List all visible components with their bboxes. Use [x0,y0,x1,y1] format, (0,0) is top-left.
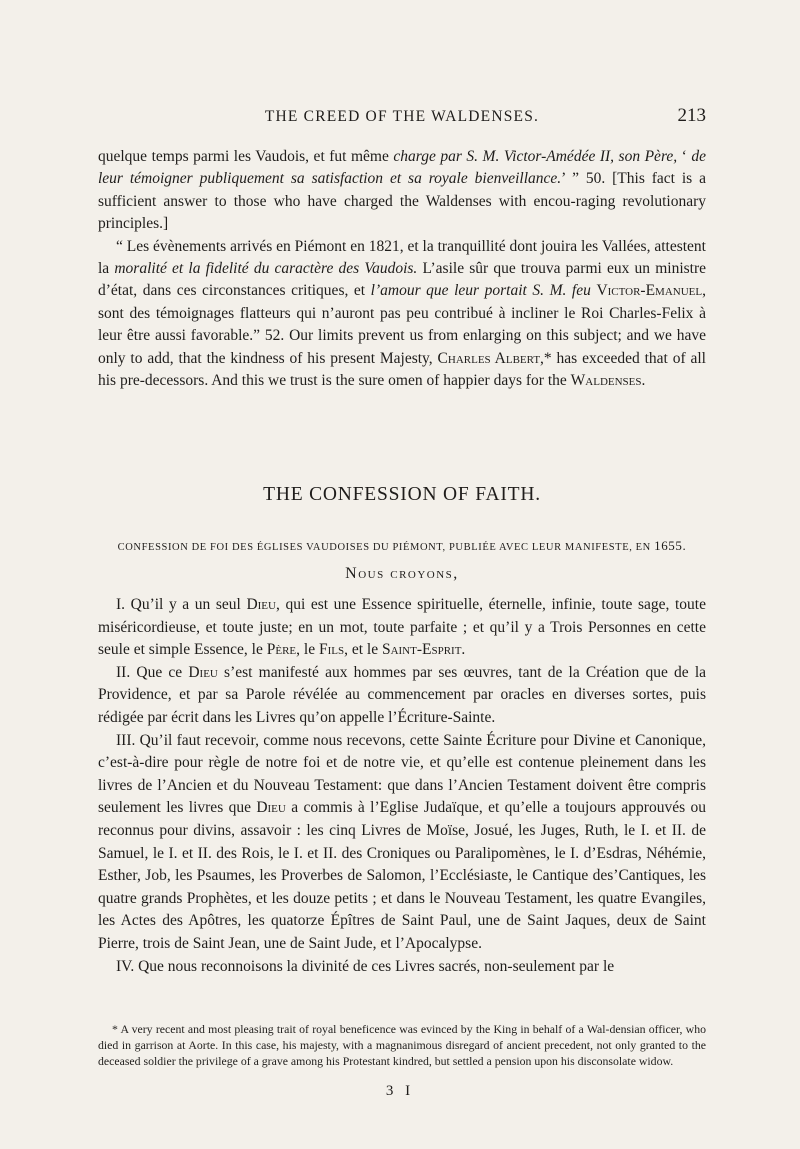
section-subheading [98,538,706,554]
text-run: qui est une Essence spirituelle, éternelle, infinie, toute sage, toute miséricordieuse, et toute juste; en un mot, toute parfaite ; et qu’il y a Trois Personnes en cette seule et simple Essence, le [98,596,706,659]
running-head [98,105,706,134]
paragraph-vaudois-history [98,146,706,236]
text-run: ‘ [677,148,692,165]
small-caps-run: Dieu [256,799,286,817]
footnote-text: * A very recent and most pleasing trait of royal beneficence was evinced by the King in behalf of a Wal-densian officer, who died in garrison at Aorte. In this case, his majesty, with a magnanimous disregard of ancient precedent, not only granted to the deceased soldier the privilege of a grave among his Protestant kindred, but settled a pension upon his disconsolate widow. [98,1022,706,1068]
small-caps-run: Fils, [318,641,348,659]
footnote [98,1021,706,1069]
text-run: sont des témoignages flatteurs qui n’auront pas peu contribué à incliner le Roi Charles-Felix à leur être aussi favorable.” 52. Our limits prevent us from enlarging on this subject; and we have only to add, that the kindness of his present Majesty, [98,304,706,367]
article-2 [98,662,706,730]
small-caps-run: Victor-Emanuel, [596,282,706,300]
subheading-year: 1655. [654,538,687,553]
small-caps-run: Saint-Esprit. [381,641,466,659]
text-run: III. Qu’il faut recevoir, comme nous recevons, cette Sainte Écriture pour Divine et Canonique, c’est-à-dire pour règle de notre foi et de notre vie, et qu’elle est contenue pleinement dans les livres de l’Ancien et du Nouveau Testament: que dans l’Ancien Testament doivent être compris seulement les livres que [98,731,706,817]
text-run: * has exceeded that of all his pre-decessors. And this we trust is the sure omen of happier days for the [98,349,706,390]
text-run: IV. Que nous reconnoisons la divinité de ces Livres sacrés, non-seulement par le [116,957,615,975]
signature-mark: 3 I [385,1083,415,1099]
nous-croyons: Nous croyons, [345,565,459,582]
article-4 [98,956,706,979]
text-run: L’asile sûr que trouva parmi eux un ministre d’état, dans ces circonstances critiques, et [98,260,707,300]
text-run: le [300,641,319,659]
italic-run: l’amour que leur portait S. M. feu [370,282,591,300]
small-caps-run: Dieu [188,663,218,681]
article-3 [98,730,706,956]
confession-articles [98,594,706,978]
small-caps-run: Dieu, [246,596,280,613]
body-text [98,146,706,392]
text-run: II. Que ce [116,663,189,681]
article-1 [98,594,706,662]
italic-run: charge par S. M. Victor-Amédée II, son Père, [393,148,678,165]
text-run: quelque temps parmi les Vaudois, et fut même [98,148,394,165]
text-run: a commis à l’Eglise Judaïque, et qu’elle a toujours approuvés ou reconnus pour divins, assavoir : les cinq Livres de Moïse, Josué, les Juges, Ruth, le I. et II. de Samuel, le I. et II. des Rois, le I. et II. des Croniques ou Paralipomènes, le I. d’Esdras, Néhémie, Esther, Job, les Psaumes, les Proverbes de Salomon, l’Ecclésiaste, le Cantique des’Cantiques, les quatre grands Prophètes, et les douze petits ; et dans le Nouveau Testament, les quatre Evangiles, les Actes des Apôtres, les quatorze Épîtres de Saint Paul, une de Saint Jaques, deux de Saint Pierre, trois de Saint Jean, une de Saint Jude, et l’Apocalypse. [98,799,706,952]
text-run: s’est manifesté aux hommes par ses œuvres, tant de la Création que de la Providence, et par sa Parole révélée au commencement par oracles en diverses sortes, puis rédigée par écrit dans les Livres qu’on appelle l’Écriture-Sainte. [98,663,707,726]
section-heading: THE CONFESSION OF FAITH. [263,484,541,505]
italic-run: de leur témoigner publiquement sa satisfaction et sa royale bienveillance. [98,148,706,188]
small-caps-run: Waldenses. [570,372,646,390]
subheading-text: CONFESSION DE FOI DES ÉGLISES VAUDOISES DU PIÉMONT, PUBLIÉE AVEC LEUR MANIFESTE, EN [117,542,655,553]
paragraph-events-1821 [98,236,706,393]
text-run: I. Qu’il y a un seul [116,596,247,613]
page-number: 213 [677,105,706,126]
text-run: “ Les évènements arrivés en Piémont en 1821, et la tranquillité dont jouira les Vallées, attestent la [98,237,706,278]
small-caps-run: Père, [266,641,301,659]
small-caps-run: Charles Albert, [437,349,544,367]
text-run: ’ ” 50. [This fact is a sufficient answer to those who have charged the Waldenses with encou-raging revolutionary principles.] [98,170,706,233]
italic-run: moralité et la fidelité du caractère des Vaudois. [114,260,418,278]
text-run: et le [347,641,382,659]
running-title: THE CREED OF THE WALDENSES. [264,108,540,125]
